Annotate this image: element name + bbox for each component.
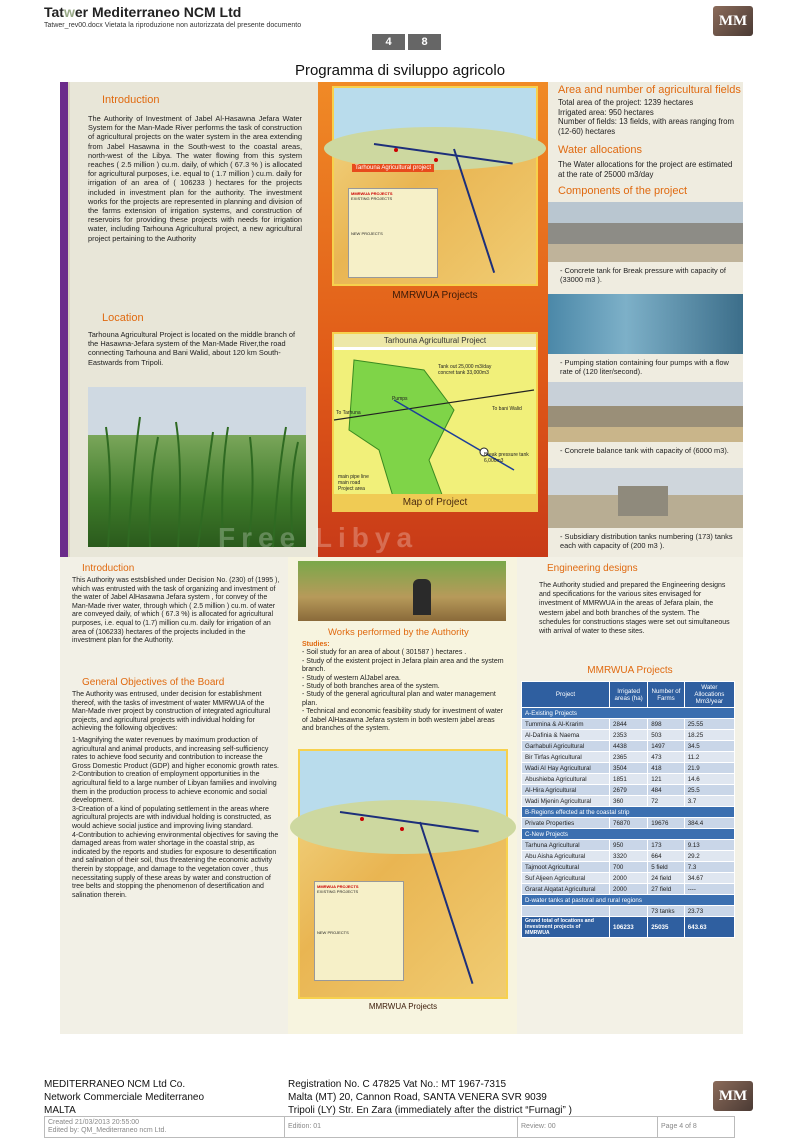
col-header: Project <box>522 682 610 708</box>
studies-label: Studies: <box>302 641 330 648</box>
objective-item: 3-Creation of a kind of populating settlement in the areas where agricultural projects are with individual holding is constructed, as would achieve social justice and improving living standard. <box>72 805 272 830</box>
created-text: Created 21/03/2013 20:55:00 <box>48 1119 140 1126</box>
panel-maps <box>218 82 548 557</box>
table-row <box>522 730 735 741</box>
soil-study-photo <box>298 561 506 621</box>
cell: 2844 <box>610 719 648 730</box>
table-row <box>522 796 735 807</box>
company-logo: MM <box>713 6 753 36</box>
goals-text: The Authority was entrused, under decision for establishment thereof, with the tasks of investment of water MMRWUA of the Man-Made river project by construction of integrated agricultural projects, and agricultural projects with individual holding for achieving the following objectives: <box>72 691 271 733</box>
water-heading: Water allocations <box>558 144 642 156</box>
study-item: - Soil study for an area of about ( 301587 ) hectares . <box>302 649 467 657</box>
edited-text: Edited by: QM_Mediterraneo ncm Ltd. <box>48 1127 167 1134</box>
concrete-tank-photo <box>548 202 743 262</box>
plan-tarhuna-label: To Tarhuna <box>336 410 361 416</box>
cell: 898 <box>648 719 684 730</box>
studies-list <box>302 641 508 733</box>
section-row <box>522 708 735 719</box>
footer-line: MEDITERRANEO NCM Ltd Co. <box>44 1079 186 1090</box>
footer-edition: Edition: 01 <box>285 1117 518 1137</box>
study-item: - Study of western AlJabel area. <box>302 674 401 682</box>
cell: 2353 <box>610 730 648 741</box>
component-bullet: - Pumping station containing four pumps with a flow rate of (120 liter/second). <box>560 358 729 376</box>
mmrwua-map-top <box>332 86 538 286</box>
cell: Grand total of locations and investment projects of MMRWUA <box>522 917 610 938</box>
panel-objectives <box>60 557 288 1034</box>
intro2-text: This Authority was estsblished under Decision No. (230) of (1995 ), which was entrusted with the task of organizing and investment of the water of Jabel AlHasawna Jefara system , for convey of the Man-Made river water, through which ( 2.5 million ) cu.m. of water are conveyed daily, of which ( 67.3 %) is allocated for agricultural purposes, i.e. equal to (1.7) million cu.m. daily for irrigation of an area of (106233) hectares of the projects included in the investment plan for the Authority. <box>72 577 280 645</box>
cell: 24 field <box>648 873 684 884</box>
cell: Al-Hira Agricultural <box>522 785 610 796</box>
cell: 23.73 <box>684 906 734 917</box>
cell: 3.7 <box>684 796 734 807</box>
cell: 643.63 <box>684 917 734 938</box>
cell: 106233 <box>610 917 648 938</box>
page-tab[interactable]: 4 <box>372 34 405 50</box>
mmrwua-map-bottom <box>298 749 508 999</box>
cell: Abushieba Agricultural <box>522 774 610 785</box>
legend-title: MMRWUA PROJECTS <box>317 884 359 889</box>
legend-existing: EXISTING PROJECTS <box>317 889 359 894</box>
water-text: The Water allocations for the project are estimated at the rate of 25000 m3/day <box>558 160 733 179</box>
col-header: Irrigated areas (ha) <box>610 682 648 708</box>
cell: 664 <box>648 851 684 862</box>
cell: 29.2 <box>684 851 734 862</box>
plan-legend-item: main road <box>338 480 361 486</box>
cell <box>522 906 610 917</box>
projects-table <box>521 681 735 938</box>
cell: 503 <box>648 730 684 741</box>
cell: 2000 <box>610 884 648 895</box>
panel-introduction <box>60 82 318 557</box>
table-row <box>522 873 735 884</box>
cell: Tarhuna Agricultural <box>522 840 610 851</box>
table-header-row <box>522 682 735 708</box>
legend-title: MMRWUA PROJECTS <box>351 191 393 196</box>
study-item: - Technical and economic feasibility study for investment of water of Jabel AlHasawna Jefara system in both western jabel areas and branches of the system. <box>302 708 504 733</box>
project-point <box>394 148 398 152</box>
section-row <box>522 807 735 818</box>
cell: 18.25 <box>684 730 734 741</box>
cell: 25035 <box>648 917 684 938</box>
goals-heading: General Objectives of the Board <box>82 677 225 688</box>
cell: Bir Tirfas Agricultural <box>522 752 610 763</box>
eng-heading: Engineering designs <box>547 563 638 574</box>
tank-building <box>618 486 668 516</box>
cell: 700 <box>610 862 648 873</box>
page-tabs <box>372 34 441 50</box>
table-row <box>522 774 735 785</box>
distribution-tank-photo <box>548 468 743 528</box>
footer-company <box>44 1078 204 1117</box>
cell: 173 <box>648 840 684 851</box>
section-row <box>522 895 735 906</box>
cell: 1497 <box>648 741 684 752</box>
title-part: Tat <box>44 4 64 20</box>
table-row <box>522 785 735 796</box>
pumping-station-photo <box>548 294 743 354</box>
objective-item: 1-Magnifying the water revenues by maximum production of agricultural and animal products, and increasing self-sufficiency rates to achieve food security and contribution to increase the Gross Domestic Product (GDP) and higher economic growth rates. <box>72 737 279 770</box>
col-header: Number of Farms <box>648 682 684 708</box>
map-legend <box>348 188 438 278</box>
project-plan-map <box>332 332 538 512</box>
map-project-label: Tarhouna Agricultural project <box>352 164 434 172</box>
plan-tank2-label: Break pressure tank 6,000m3 <box>484 452 529 464</box>
cell: 484 <box>648 785 684 796</box>
cell: 19676 <box>648 818 684 829</box>
area-line: Irrigated area: 950 hectares <box>558 107 654 117</box>
footer-created <box>45 1117 285 1137</box>
cell: Tummina & Al-Krarim <box>522 719 610 730</box>
table-row <box>522 851 735 862</box>
cell: 1851 <box>610 774 648 785</box>
objectives-list <box>72 737 280 900</box>
cell: 2000 <box>610 873 648 884</box>
footer-line: Network Commerciale Mediterraneo <box>44 1092 205 1103</box>
cell: 4438 <box>610 741 648 752</box>
plan-baniwalid-label: To bani Walid <box>492 406 522 412</box>
cell: 3320 <box>610 851 648 862</box>
footer-line: Tripoli (LY) Str. En Zara (immediately after the district “Furnagi” ) <box>288 1105 572 1116</box>
panel-engineering <box>517 557 743 1034</box>
footer-line: MALTA <box>44 1105 76 1116</box>
footer-review: Review: 00 <box>518 1117 658 1137</box>
balance-tank-photo <box>548 382 743 442</box>
intro2-heading: Introduction <box>82 563 135 574</box>
total-row <box>522 917 735 938</box>
cell: 121 <box>648 774 684 785</box>
page-title: Programma di sviluppo agricolo <box>294 62 506 79</box>
cell: Tajmoot Agricultural <box>522 862 610 873</box>
cell: 360 <box>610 796 648 807</box>
footer-line: Malta (MT) 20, Cannon Road, SANTA VENERA SVR 9039 <box>288 1092 547 1103</box>
cell <box>610 906 648 917</box>
cell: 73 tanks <box>648 906 684 917</box>
area-line: Number of fields: 13 fields, with areas ranging from (12-60) hectares <box>558 117 734 136</box>
col-header: Water Allocations Mm3/year <box>684 682 734 708</box>
plan-legend-item: Project area <box>338 486 365 492</box>
panel-works <box>288 557 517 1034</box>
company-logo-footer: MM <box>713 1081 753 1111</box>
plan-legend-item: main pipe line <box>338 474 369 480</box>
section-row <box>522 829 735 840</box>
caption-mmrwua-bottom: MMRWUA Projects <box>368 1002 438 1011</box>
section-label: B-Regions effected at the coastal strip <box>522 807 735 818</box>
table-title: MMRWUA Projects <box>587 665 673 676</box>
table-row <box>522 752 735 763</box>
study-item: - Study of both branches area of the system. <box>302 683 440 691</box>
cell: 7.3 <box>684 862 734 873</box>
footer-metadata <box>44 1116 735 1138</box>
component-bullet: - Concrete balance tank with capacity of (6000 m3). <box>560 446 729 455</box>
cell: 473 <box>648 752 684 763</box>
section-label: D-water tanks at pastoral and rural regions <box>522 895 735 906</box>
section-label: A-Existing Projects <box>522 708 735 719</box>
footer-page: Page 4 of 8 <box>661 1123 697 1130</box>
study-item: - Study of the existent project in Jefara plain area and the system branch. <box>302 657 504 674</box>
study-item: - Study of the general agricultural plan and water management plan. <box>302 691 496 707</box>
table-row <box>522 862 735 873</box>
area-lines <box>558 98 738 136</box>
table-row <box>522 818 735 829</box>
cell: Wadi Mjenin Agricultural <box>522 796 610 807</box>
legend-new: NEW PROJECTS <box>351 231 383 236</box>
panel-components <box>548 82 743 557</box>
worker-figure <box>413 579 431 615</box>
cell: Wadi Al Hay Agricultural <box>522 763 610 774</box>
cell: 25.55 <box>684 719 734 730</box>
cell: 27 field <box>648 884 684 895</box>
cell: 2365 <box>610 752 648 763</box>
cell: Garhabuli Agricultural <box>522 741 610 752</box>
table-row <box>522 741 735 752</box>
cell: 25.5 <box>684 785 734 796</box>
cell: Abu Aisha Agricultural <box>522 851 610 862</box>
eng-text: The Authority studied and prepared the Engineering designs and specifications for the various sites envisaged for investment of MMRWUA in the areas of Jefara plain, the western jabel and both branches of the system. The schedules for constructions stages were set out simultaneous with arrival of water to these sites. <box>539 582 730 636</box>
table-row <box>522 763 735 774</box>
location-text: Tarhouna Agricultural Project is located on the middle branch of the Hasawna-Jefara system of the Man-Made River,the road connecting Tarhouna and Bani Walid, about 120 km South-Eastwards from Tripoli. <box>88 330 296 367</box>
company-title <box>44 4 241 20</box>
components-heading: Components of the project <box>558 185 688 197</box>
cell: 5 field <box>648 862 684 873</box>
cell: 950 <box>610 840 648 851</box>
map-legend <box>314 881 404 981</box>
caption-map-of-project: Map of Project <box>332 494 538 512</box>
objective-item: 2-Contribution to creation of employment opportunities in the agricultural field to a large number of Libyan families and involving them in the production process to achieve economic and social development. <box>72 771 277 805</box>
footer-registration <box>288 1078 572 1117</box>
cell: Private Properties <box>522 818 610 829</box>
cell: 34.5 <box>684 741 734 752</box>
title-part-logo: w <box>63 4 75 20</box>
caption-mmrwua: MMRWUA Projects <box>392 290 478 301</box>
cell: 9.13 <box>684 840 734 851</box>
cell: 384.4 <box>684 818 734 829</box>
document-subtitle: Tatwer_rev00.docx Vietata la riproduzione non autorizzata del presente documento <box>44 22 302 29</box>
cell: Grarat Alqatat Agricultural <box>522 884 610 895</box>
plan-tank1-label: Tank out 25,000 m3/day concret tank 33,000m3 <box>438 364 492 376</box>
cell: 11.2 <box>684 752 734 763</box>
table-row <box>522 884 735 895</box>
legend-new: NEW PROJECTS <box>317 930 349 935</box>
cell: 34.67 <box>684 873 734 884</box>
location-heading: Location <box>102 312 144 324</box>
cell: 72 <box>648 796 684 807</box>
cell: Al-Dafinia & Naema <box>522 730 610 741</box>
cell: 418 <box>648 763 684 774</box>
area-line: Total area of the project: 1239 hectares <box>558 98 694 107</box>
cell: ---- <box>684 884 734 895</box>
component-bullet: - Concrete tank for Break pressure with capacity of (33000 m3 ). <box>560 266 726 284</box>
cell: 14.6 <box>684 774 734 785</box>
plan-title: Tarhouna Agricultural Project <box>334 334 536 347</box>
plan-legend <box>338 474 369 492</box>
cell: 2679 <box>610 785 648 796</box>
component-bullet: - Subsidiary distribution tanks numbering (173) tanks each with capacity of (200 m3 ). <box>560 532 733 550</box>
project-point <box>434 158 438 162</box>
cell: 21.9 <box>684 763 734 774</box>
area-heading: Area and number of agricultural fields <box>558 84 741 96</box>
objective-item: 4-Contribution to achieving environmental objectives for saving the damaged areas from water shortage in the coastal strip, as indicated by the reports and studies for exposure to desertification and salination of their soil, thus threatening the economic activity therein by stoppage, and damage to the vegetation cover , thus necessitating supply of these areas by water and construction of tree belts and stopping the phenomenon of desertification and salination therein. <box>72 831 279 899</box>
project-point <box>360 817 364 821</box>
cell: Suf Aljeen Agricultural <box>522 873 610 884</box>
watermark: Free Libya <box>218 522 419 553</box>
table-row <box>522 906 735 917</box>
table-row <box>522 719 735 730</box>
cell: 3504 <box>610 763 648 774</box>
section-label: C-New Projects <box>522 829 735 840</box>
intro-heading: Introduction <box>102 94 160 106</box>
cell: 76870 <box>610 818 648 829</box>
project-point <box>400 827 404 831</box>
footer-line: Registration No. C 47825 Vat No.: MT 1967-7315 <box>288 1079 507 1090</box>
page-tab[interactable]: 8 <box>408 34 441 50</box>
title-part: er Mediterraneo NCM Ltd <box>74 4 242 20</box>
works-heading: Works performed by the Authority <box>328 627 469 638</box>
legend-existing: EXISTING PROJECTS <box>351 196 393 201</box>
intro-text: The Authority of Investment of Jabel Al-Hasawna Jefara Water System for the Man-Made River performs the task of construction of agricultural projects on the water system in the area extending from Jabel Hasawna in the South-west to the coastal areas, north-west of the Libya. The water flowing from this system reaches ( 2.5 million ) cu.m. daily, of which ( 67.3 % ) is allocated for agricultural purposes, i.e. equal to ( 1.7 million ) cu.m. daily for irrigation of an area of ( 106233 ) hectares for the projects included in investment plan for the authority. The investment works for the projects are represented in planning and division of the farms extension of irrigation systems, and construction of reservoirs for providing these projects with needs for irrigation water, including Tarhouna Agricultural project, a new agricultural project pertaining to the Authority <box>88 114 303 243</box>
plan-pumps-label: Pumps <box>392 396 408 402</box>
table-row <box>522 840 735 851</box>
brochure-image <box>60 82 743 1034</box>
